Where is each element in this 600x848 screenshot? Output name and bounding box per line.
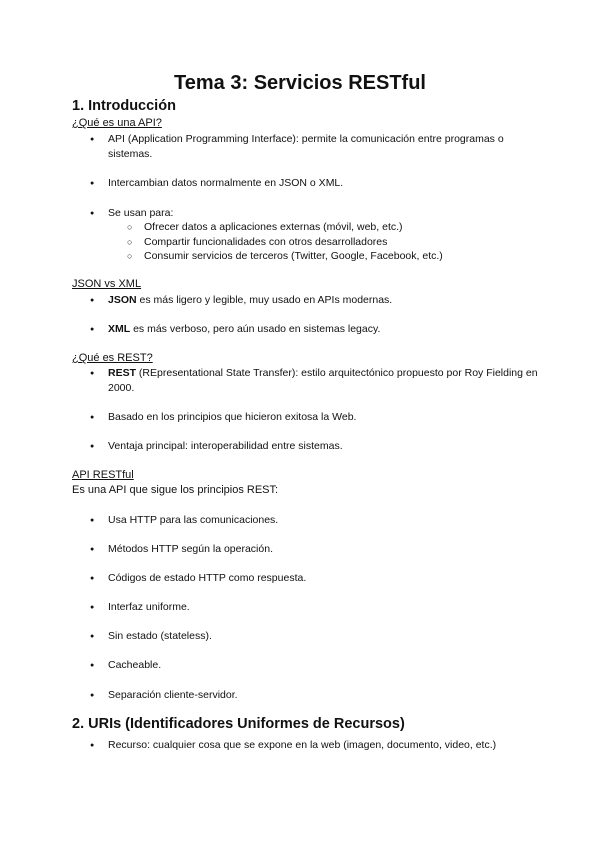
- subheading-que-es-api: ¿Qué es una API?: [72, 117, 162, 129]
- section-heading-introduccion: 1. Introducción: [72, 98, 176, 114]
- bullet-xml: [90, 322, 548, 337]
- bullet-rest-web: ● Basado en los principios que hicieron exitosa la Web.: [90, 410, 548, 425]
- page-title: Tema 3: Servicios RESTful: [174, 72, 426, 94]
- list-item: ● Cacheable.: [90, 658, 548, 673]
- subbullet-ofrecer-datos: ○ Ofrecer datos a aplicaciones externas (móvil, web, etc.): [127, 220, 544, 235]
- rest-description: (REpresentational State Transfer): estilo arquitectónico propuesto por Roy Fielding en 2000.: [108, 367, 538, 394]
- bullet-recurso: ● Recurso: cualquier cosa que se expone en la web (imagen, documento, video, etc.): [90, 738, 548, 753]
- subheading-que-es-rest: ¿Qué es REST?: [72, 352, 153, 364]
- subheading-json-vs-xml: JSON vs XML: [72, 278, 142, 290]
- subheading-api-restful: API RESTful: [72, 469, 134, 481]
- term-json: JSON: [108, 294, 137, 306]
- xml-description: es más verboso, pero aún usado en sistemas legacy.: [130, 323, 381, 335]
- list-item: ● Interfaz uniforme.: [90, 600, 548, 615]
- list-item: ● Sin estado (stateless).: [90, 629, 548, 644]
- json-description: es más ligero y legible, muy usado en APIs modernas.: [136, 294, 393, 306]
- bullet-api-formats: ● Intercambian datos normalmente en JSON o XML.: [90, 176, 548, 191]
- list-item: ● Separación cliente-servidor.: [90, 688, 548, 703]
- list-item: ● Métodos HTTP según la operación.: [90, 542, 548, 557]
- list-item: ● Códigos de estado HTTP como respuesta.: [90, 571, 548, 586]
- bullet-api-definition: ● API (Application Programming Interface): permite la comunicación entre programas o sistemas.: [90, 132, 548, 162]
- list-item: ● Usa HTTP para las comunicaciones.: [90, 513, 548, 528]
- subbullet-consumir: ○ Consumir servicios de terceros (Twitter, Google, Facebook, etc.): [127, 249, 544, 264]
- term-rest: REST: [108, 367, 137, 379]
- bullet-rest-advantage: ● Ventaja principal: interoperabilidad entre sistemas.: [90, 439, 548, 454]
- bullet-rest-definition: [90, 366, 548, 396]
- bullet-json: [90, 293, 548, 308]
- section-heading-uris: 2. URIs (Identificadores Uniformes de Recursos): [72, 716, 405, 732]
- bullet-api-uses: ● Se usan para:: [90, 206, 548, 221]
- term-xml: XML: [108, 323, 131, 335]
- restful-intro: Es una API que sigue los principios REST:: [72, 484, 279, 496]
- subbullet-compartir: ○ Compartir funcionalidades con otros desarrolladores: [127, 235, 544, 250]
